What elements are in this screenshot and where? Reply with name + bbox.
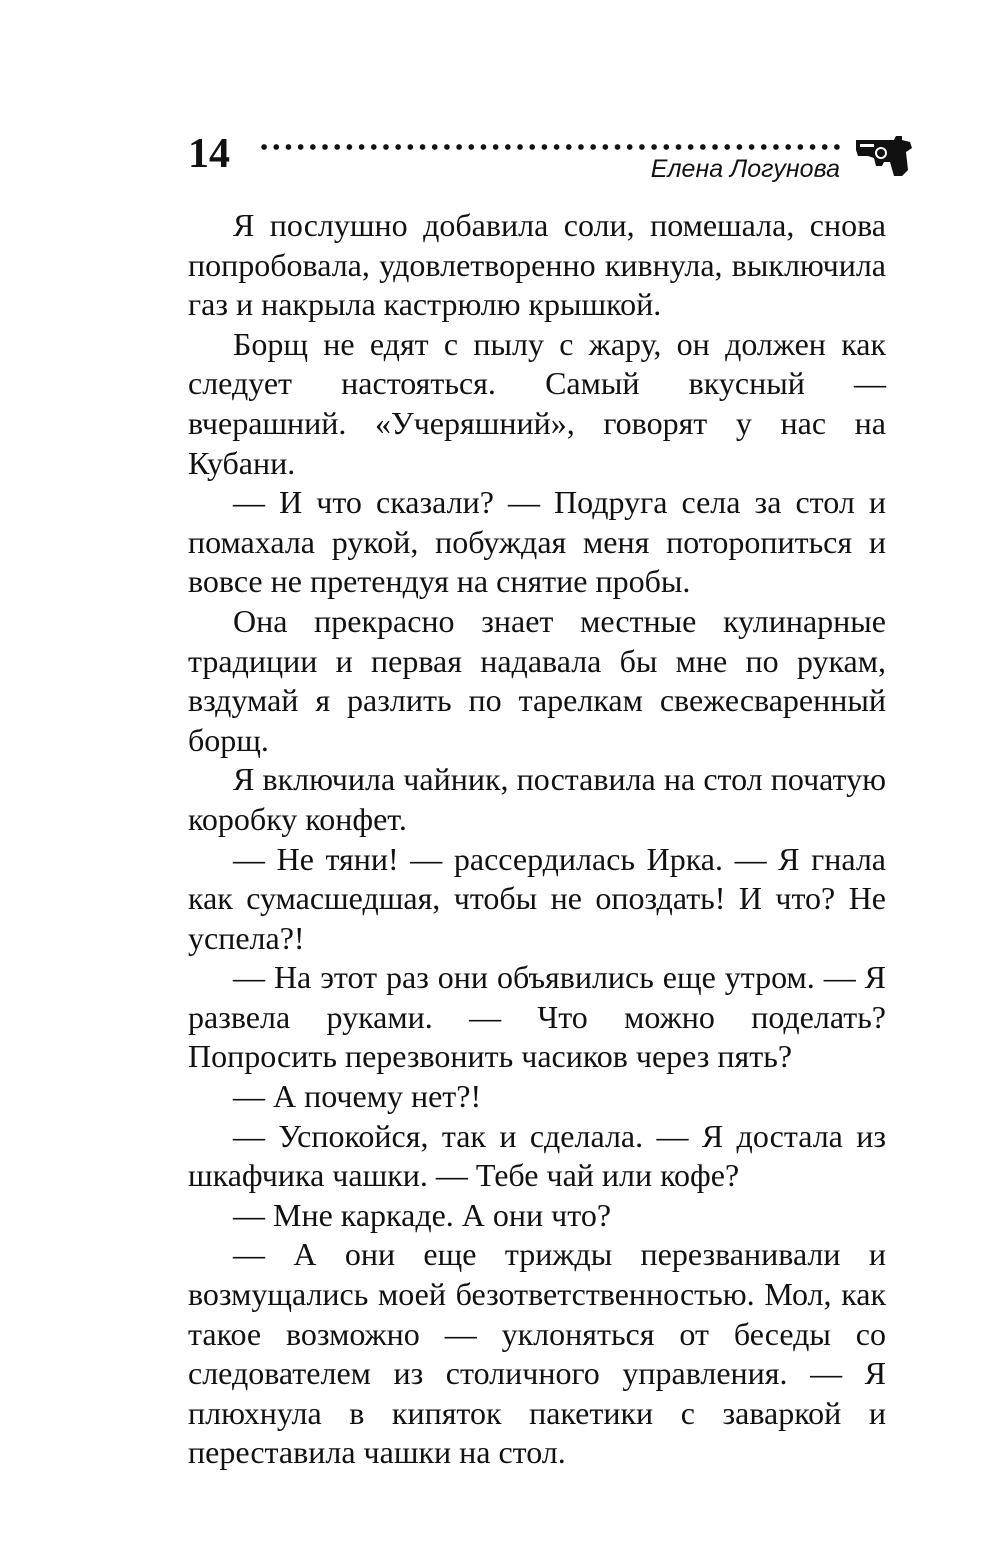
page-number: 14 (188, 131, 230, 177)
paragraph: — На этот раз они объявились еще утром. — Я развела руками. — Что можно поделать? Попросить перезвонить часиков через пять? (188, 959, 886, 1075)
paragraph: — Успокойся, так и сделала. — Я достала из шкафчика чашки. — Тебе чай или кофе? (188, 1117, 886, 1194)
body-text (188, 206, 886, 1473)
paragraph: Я включила чайник, поставила на стол початую коробку конфет. (188, 761, 886, 837)
paragraph: Она прекрасно знает местные кулинарные традиции и первая надавала бы мне по рукам, вздумай я разлить по тарелкам свежесваренный борщ. (188, 602, 886, 758)
running-header (0, 0, 1000, 200)
paragraph: Борщ не едят с пылу с жару, он должен как следует настояться. Самый вкусный — вчерашний. «Учеряшний», говорят у нас на Кубани. (188, 325, 886, 481)
paragraph: Я послушно добавила соли, помешала, снова попробовала, удовлетворенно кивнула, выключила газ и накрыла кастрюлю крышкой. (188, 207, 886, 323)
revolver-icon (854, 132, 916, 178)
paragraph: — Мне каркаде. А они что? (233, 1196, 612, 1233)
paragraph: — И что сказали? — Подруга села за стол и помахала рукой, побуждая меня поторопиться и вовсе не претендуя на снятие пробы. (188, 484, 886, 600)
paragraph: — А почему нет?! (233, 1078, 482, 1115)
dotted-rule (258, 142, 844, 152)
paragraph: — А они еще трижды перезванивали и возмущались моей безответственностью. Мол, как такое возможно — уклоняться от беседы со следователем из столичного управления. — Я плюхнула в кипяток пакетики с заваркой и переставила чашки на стол. (188, 1236, 886, 1471)
author-name: Елена Логунова (650, 155, 840, 183)
paragraph: — Не тяни! — рассердилась Ирка. — Я гнала как сумасшедшая, чтобы не опоздать! И что? Не успела?! (188, 840, 886, 956)
